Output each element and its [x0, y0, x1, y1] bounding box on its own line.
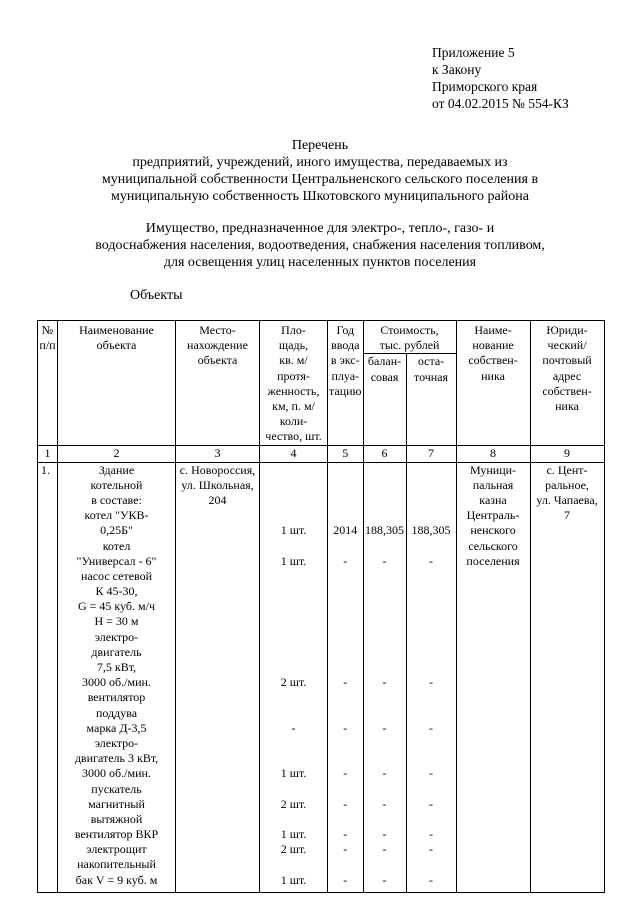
table-row: [38, 462, 605, 892]
cell-line: [365, 614, 405, 629]
cell-line: коли-: [279, 414, 308, 429]
cell-line: [408, 751, 455, 766]
cell-line: Наиме-: [474, 323, 512, 337]
cell-line: [329, 736, 362, 751]
cell-line: нование: [472, 338, 514, 353]
cell-line: -: [343, 675, 348, 690]
cell-line: -: [343, 872, 348, 887]
subtitle-line: водоснабжения населения, водоотведения, снабжения населения топливом,: [95, 238, 545, 253]
cell-line: [261, 493, 326, 508]
cell-line: 3000 об./мин.: [82, 766, 151, 781]
cell-line: -: [343, 842, 348, 857]
cell-line: ул. Чапаева,: [536, 492, 598, 507]
document-title: [0, 137, 640, 205]
cell-line: [408, 539, 455, 554]
header-location: [176, 321, 260, 446]
cell-line: [261, 645, 326, 660]
cell-line: Юриди-: [546, 323, 588, 337]
column-number: 2: [58, 446, 176, 462]
row-residual: [406, 462, 456, 892]
cell-line: [329, 660, 362, 675]
header-name: [58, 321, 176, 446]
cell-line: [408, 736, 455, 751]
cell-line: "Универсал - 6": [76, 553, 157, 568]
cell-line: 2 шт.: [280, 675, 307, 690]
cell-line: балан-: [367, 354, 402, 369]
cell-line: [408, 493, 455, 508]
cell-line: [261, 614, 326, 629]
column-numbers-row: [38, 446, 605, 462]
cell-line: накопительный: [77, 857, 156, 872]
cell-line: [365, 539, 405, 554]
appendix-block: [432, 44, 569, 112]
header-num: [38, 321, 58, 446]
row-area: [260, 462, 328, 892]
cell-line: с. Цент-: [546, 462, 588, 477]
cell-line: [408, 599, 455, 614]
cell-line: [261, 539, 326, 554]
cell-line: К 45-30,: [95, 584, 138, 599]
cell-line: [408, 690, 455, 705]
cell-line: [329, 569, 362, 584]
cell-line: [365, 751, 405, 766]
column-number: 9: [530, 446, 604, 462]
cell-line: насос сетевой: [80, 568, 153, 583]
cell-line: собствен-: [468, 353, 518, 368]
cell-line: [261, 478, 326, 493]
cell-line: вытяжной: [90, 811, 143, 826]
header-residual: [406, 354, 456, 446]
cell-line: [365, 584, 405, 599]
cell-line: 1 шт.: [280, 553, 307, 568]
table-header-row: [38, 321, 605, 354]
cell-line: 7,5 кВт,: [96, 660, 137, 675]
column-number: 1: [38, 446, 58, 462]
cell-line: -: [343, 720, 348, 735]
cell-line: -: [343, 827, 348, 842]
cell-line: в составе:: [91, 492, 142, 507]
cell-line: ральное,: [545, 477, 589, 492]
header-owner-name: [456, 321, 530, 446]
appendix-line: Приморского края: [432, 79, 538, 94]
cell-line: котел "УКВ-: [84, 508, 149, 523]
cell-line: G = 45 куб. м/ч: [77, 599, 155, 614]
cell-line: [408, 569, 455, 584]
cell-line: Стоимость,: [380, 323, 439, 337]
cell-line: [329, 857, 362, 872]
cell-line: 188,305: [411, 523, 451, 538]
column-number: 6: [363, 446, 406, 462]
property-table: [37, 320, 605, 893]
cell-line: собствен-: [542, 383, 592, 398]
header-year: [328, 321, 364, 446]
cell-line: 7: [564, 508, 571, 523]
row-year: [328, 462, 364, 892]
appendix-line: к Закону: [432, 62, 482, 77]
cell-line: ника: [481, 368, 505, 383]
row-name: [58, 462, 176, 892]
cell-line: [365, 508, 405, 523]
cell-line: -: [291, 720, 296, 735]
cell-line: ческий/: [547, 338, 587, 353]
cell-line: [408, 584, 455, 599]
row-owner-address: [530, 462, 604, 892]
cell-line: вентилятор: [87, 690, 146, 705]
cell-line: [261, 706, 326, 721]
cell-line: вентилятор ВКР: [74, 827, 159, 842]
cell-line: [329, 782, 362, 797]
cell-line: [408, 630, 455, 645]
cell-line: [408, 706, 455, 721]
cell-line: 2 шт.: [280, 796, 307, 811]
section-label: Объекты: [130, 288, 183, 303]
cell-line: [261, 630, 326, 645]
cell-line: [329, 463, 362, 478]
column-number: 3: [176, 446, 260, 462]
row-location: [176, 462, 260, 892]
subtitle-line: для освещения улиц населенных пунктов поселения: [163, 255, 477, 270]
cell-line: [329, 812, 362, 827]
cell-line: нахождение: [187, 338, 248, 353]
cell-line: ввода: [331, 338, 360, 353]
cell-line: [365, 660, 405, 675]
cell-line: [261, 569, 326, 584]
cell-line: [261, 584, 326, 599]
cell-line: [329, 478, 362, 493]
header-area: [260, 321, 328, 446]
cell-line: п/п: [39, 338, 56, 353]
cell-line: протя-: [277, 368, 310, 383]
appendix-line: от 04.02.2015 № 554-КЗ: [432, 96, 569, 111]
cell-line: [261, 599, 326, 614]
cell-line: [261, 690, 326, 705]
cell-line: -: [382, 796, 387, 811]
cell-line: ненского: [470, 523, 516, 538]
cell-line: [408, 614, 455, 629]
appendix-line: Приложение 5: [432, 45, 515, 60]
cell-line: в экс-: [330, 353, 360, 368]
cell-line: [329, 584, 362, 599]
cell-line: -: [382, 720, 387, 735]
cell-line: [408, 782, 455, 797]
cell-line: [329, 493, 362, 508]
cell-line: [365, 463, 405, 478]
cell-line: [365, 645, 405, 660]
cell-line: [365, 599, 405, 614]
cell-line: Здание: [98, 462, 135, 477]
cell-line: [408, 857, 455, 872]
cell-line: двигатель: [91, 644, 142, 659]
cell-line: чество, шт.: [265, 429, 322, 444]
cell-line: [329, 508, 362, 523]
cell-line: пальная: [472, 477, 514, 492]
cell-line: [329, 630, 362, 645]
cell-line: 2 шт.: [280, 842, 307, 857]
header-cost-group: [363, 321, 456, 354]
cell-line: 1 шт.: [280, 872, 307, 887]
cell-line: [408, 812, 455, 827]
cell-line: [261, 736, 326, 751]
cell-line: [261, 660, 326, 675]
column-number: 8: [456, 446, 530, 462]
cell-line: [365, 782, 405, 797]
cell-line: электро-: [94, 629, 139, 644]
cell-line: [329, 690, 362, 705]
cell-line: -: [382, 766, 387, 781]
cell-line: кв. м/: [279, 353, 308, 368]
cell-line: -: [382, 553, 387, 568]
cell-line: [408, 660, 455, 675]
cell-line: 0,25Б": [100, 523, 133, 538]
cell-line: 1 шт.: [280, 766, 307, 781]
cell-line: ул. Школьная,: [181, 477, 254, 492]
cell-line: [329, 539, 362, 554]
cell-line: Год: [336, 323, 355, 337]
cell-line: -: [429, 766, 434, 781]
cell-line: -: [382, 872, 387, 887]
column-number: 7: [406, 446, 456, 462]
cell-line: 204: [208, 492, 227, 507]
header-balance: [363, 354, 406, 446]
cell-line: -: [429, 842, 434, 857]
cell-line: казна: [479, 492, 507, 507]
cell-line: [408, 645, 455, 660]
cell-line: точная: [413, 369, 449, 384]
cell-line: [261, 508, 326, 523]
cell-line: котельной: [90, 477, 143, 492]
cell-line: объекта: [197, 353, 238, 368]
cell-line: Место-: [199, 323, 236, 337]
cell-line: [261, 857, 326, 872]
cell-line: [329, 751, 362, 766]
cell-line: двигатель 3 кВт,: [74, 751, 159, 766]
cell-line: поселения: [466, 553, 520, 568]
cell-line: совая: [370, 369, 399, 384]
cell-line: сельского: [468, 538, 518, 553]
cell-line: Наименование: [79, 323, 154, 337]
cell-line: магнитный: [88, 796, 145, 811]
cell-line: 188,305: [365, 523, 405, 538]
cell-line: -: [429, 827, 434, 842]
cell-line: [408, 463, 455, 478]
title-line: муниципальную собственность Шкотовского муниципального района: [111, 189, 529, 204]
cell-line: [365, 478, 405, 493]
cell-line: -: [382, 842, 387, 857]
cell-line: [329, 614, 362, 629]
title-line: муниципальной собственности Центральненского сельского поселения в: [101, 172, 539, 187]
cell-line: электрощит: [86, 842, 147, 857]
row-balance: [363, 462, 406, 892]
cell-line: -: [382, 675, 387, 690]
cell-line: [261, 812, 326, 827]
cell-line: Н = 30 м: [94, 614, 139, 629]
cell-line: адрес: [552, 368, 582, 383]
cell-line: женность,: [267, 383, 320, 398]
cell-line: пускатель: [91, 781, 142, 796]
cell-line: объекта: [96, 338, 137, 353]
cell-line: [329, 645, 362, 660]
cell-line: [329, 706, 362, 721]
cell-line: с. Новороссия,: [179, 462, 256, 477]
cell-line: [261, 751, 326, 766]
cell-line: тыс. рублей: [379, 338, 440, 353]
header-owner-address: [530, 321, 604, 446]
subtitle-line: Имущество, предназначенное для электро-, тепло-, газо- и: [145, 221, 495, 236]
cell-line: [365, 630, 405, 645]
cell-line: ника: [555, 398, 579, 413]
cell-line: [329, 599, 362, 614]
cell-line: оста-: [417, 354, 445, 369]
cell-line: марка Д-3,5: [86, 720, 147, 735]
cell-line: 1 шт.: [280, 523, 307, 538]
cell-line: электро-: [94, 735, 139, 750]
column-number: 5: [328, 446, 364, 462]
cell-line: [365, 690, 405, 705]
cell-line: -: [343, 766, 348, 781]
cell-line: щадь,: [278, 338, 309, 353]
cell-line: почтовый: [542, 353, 592, 368]
cell-line: 1 шт.: [280, 827, 307, 842]
title-line: предприятий, учреждений, иного имущества, передаваемых из: [132, 155, 508, 170]
cell-line: [365, 812, 405, 827]
cell-line: -: [429, 872, 434, 887]
document-subtitle: [0, 220, 640, 271]
cell-line: [365, 493, 405, 508]
cell-line: -: [429, 675, 434, 690]
cell-line: 3000 об./мин.: [82, 675, 151, 690]
cell-line: [365, 569, 405, 584]
cell-line: -: [343, 796, 348, 811]
cell-line: -: [429, 553, 434, 568]
cell-line: Пло-: [281, 323, 306, 337]
cell-line: [365, 857, 405, 872]
row-num: 1.: [38, 462, 58, 892]
row-owner-name: [456, 462, 530, 892]
cell-line: поддува: [95, 705, 138, 720]
title-line: Перечень: [291, 138, 349, 153]
cell-line: 2014: [333, 523, 358, 538]
cell-line: -: [429, 720, 434, 735]
cell-line: [365, 736, 405, 751]
cell-line: [365, 706, 405, 721]
cell-line: бак V = 9 куб. м: [75, 872, 158, 887]
cell-line: [408, 508, 455, 523]
cell-line: [408, 478, 455, 493]
cell-line: Централь-: [466, 508, 520, 523]
cell-line: плуа-: [331, 368, 360, 383]
cell-line: -: [429, 796, 434, 811]
cell-line: -: [343, 553, 348, 568]
cell-line: [261, 463, 326, 478]
column-number: 4: [260, 446, 328, 462]
cell-line: котел: [102, 538, 131, 553]
cell-line: №: [41, 323, 54, 337]
cell-line: [261, 782, 326, 797]
cell-line: тацию: [329, 383, 362, 398]
cell-line: км, п. м/: [272, 398, 315, 413]
cell-line: Муници-: [470, 462, 517, 477]
cell-line: -: [382, 827, 387, 842]
